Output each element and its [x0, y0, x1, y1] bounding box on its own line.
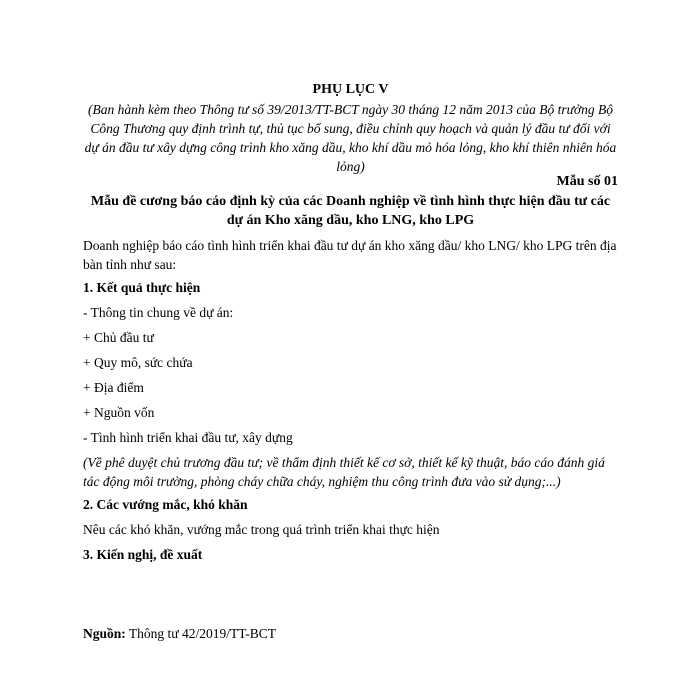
- form-number: Mẫu số 01: [556, 174, 618, 189]
- form-heading: Mẫu đề cương báo cáo định kỳ của các Doanh nghiệp về tình hình thực hiện đầu tư các dự án Kho xăng dầu, kho LNG, kho LPG: [90, 194, 611, 228]
- section2-text: Nêu các khó khăn, vướng mắc trong quá trình triển khai thực hiện: [83, 522, 440, 537]
- source-label: Nguồn:: [83, 626, 126, 641]
- section2-title: 2. Các vướng mắc, khó khăn: [83, 497, 248, 512]
- list-item-location: + Địa điểm: [83, 380, 144, 395]
- progress-line: - Tình hình triển khai đầu tư, xây dựng: [83, 430, 293, 445]
- section3-title: 3. Kiến nghị, đề xuất: [83, 547, 203, 562]
- appendix-intro: (Ban hành kèm theo Thông tư số 39/2013/TT-BCT ngày 30 tháng 12 năm 2013 của Bộ trưởng Bộ Công Thương quy định trình tự, thủ tục bổ sung, điều chỉnh quy hoạch và quản lý đầu tư đối với dự án đầu tư xây dựng công trình kho xăng dầu, kho khí dầu mỏ hóa lỏng, kho khí thiên nhiên hóa lỏng): [84, 102, 617, 174]
- source-value: Thông tư 42/2019/TT-BCT: [128, 626, 276, 641]
- section1-title: 1. Kết quả thực hiện: [83, 280, 201, 295]
- opening-paragraph: Doanh nghiệp báo cáo tình hình triển khai đầu tư dự án kho xăng dầu/ kho LNG/ kho LPG trên địa bàn tỉnh như sau:: [83, 238, 617, 272]
- list-item-investor: + Chủ đầu tư: [83, 330, 154, 345]
- general-info-line: - Thông tin chung về dự án:: [83, 305, 234, 320]
- appendix-title: PHỤ LỤC V: [312, 82, 389, 97]
- list-item-scale: + Quy mô, sức chứa: [83, 355, 193, 370]
- document-page: [83, 0, 618, 700]
- list-item-funding: + Nguồn vốn: [83, 405, 155, 420]
- progress-note: (Về phê duyệt chủ trương đầu tư; về thẩm định thiết kế cơ sở, thiết kế kỹ thuật, báo cáo đánh giá tác động môi trường, phòng cháy chữa cháy, nghiệm thu công trình đưa vào sử dụng;...): [83, 455, 605, 489]
- source-line: [83, 624, 618, 643]
